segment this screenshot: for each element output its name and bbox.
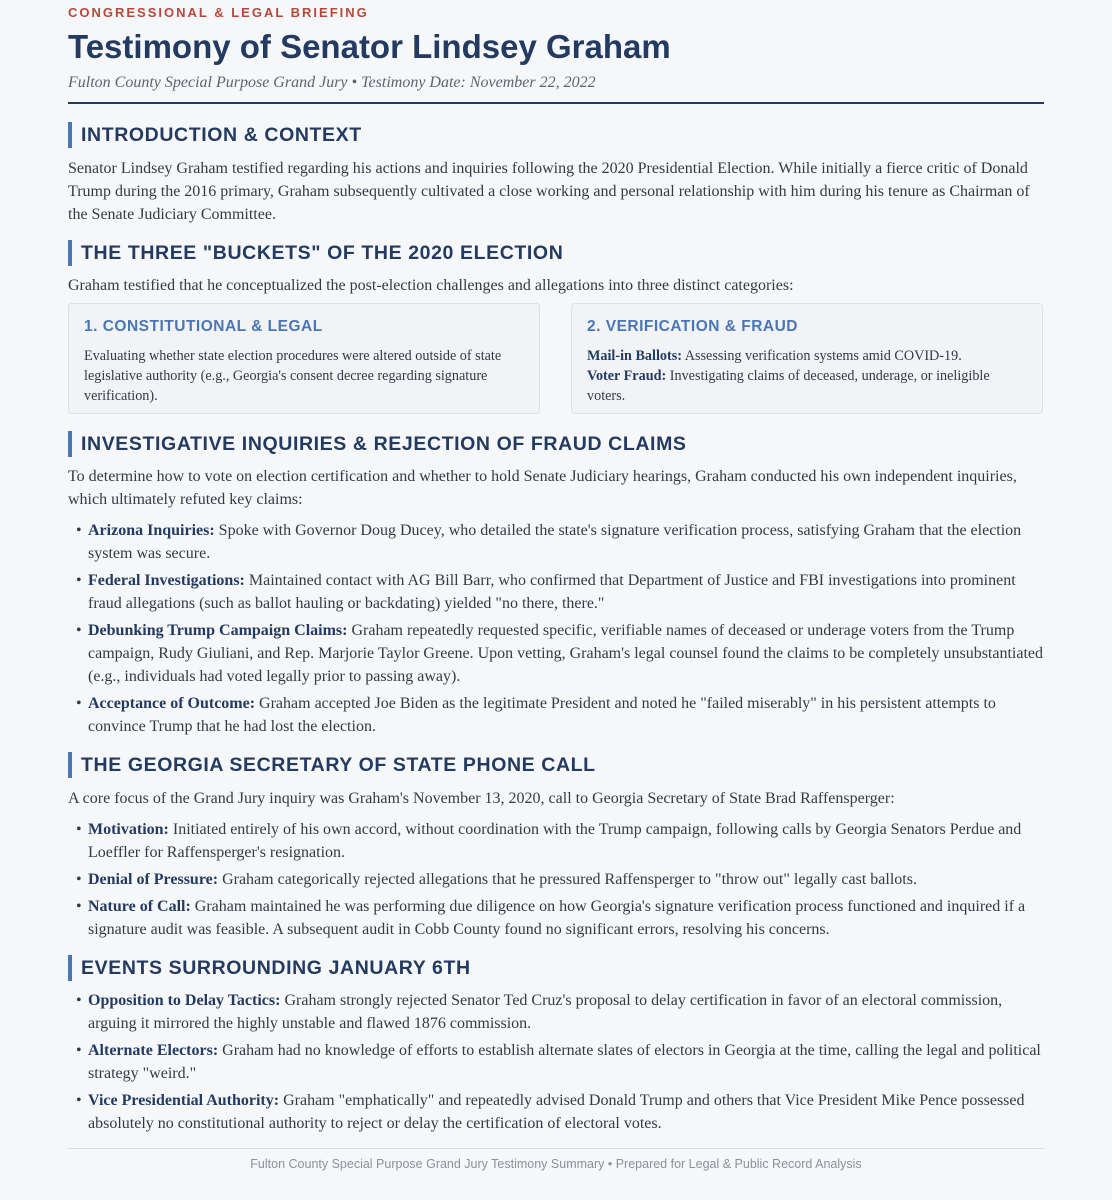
page-title: Testimony of Senator Lindsey Graham xyxy=(68,28,671,65)
section-heading-georgia: THE GEORGIA SECRETARY OF STATE PHONE CALL xyxy=(68,752,1057,778)
section-heading-intro: INTRODUCTION & CONTEXT xyxy=(68,122,1057,148)
item-text: Graham strongly rejected Senator Ted Cruz's proposal to delay certification in favor of an electoral commission, arguing it mirrored the highly unstable and flawed 1876 commission. xyxy=(88,992,1003,1032)
item-label: Opposition to Delay Tactics: xyxy=(88,992,281,1009)
item-label: Mail-in Ballots: xyxy=(587,348,682,364)
footer-text: Fulton County Special Purpose Grand Jury Testimony Summary • Prepared for Legal & Public Record Analysis xyxy=(250,1157,862,1171)
item-text: Graham accepted Joe Biden as the legitimate President and noted he "failed miserably" in his persistent attempts to convince Trump that he had lost the election. xyxy=(88,695,996,735)
item-label: Vice Presidential Authority: xyxy=(88,1092,280,1109)
item-text: Maintained contact with AG Bill Barr, who confirmed that Department of Justice and FBI investigations into prominent fraud allegations (such as ballot hauling or backdating) yielded "no there, there." xyxy=(88,572,1016,612)
jan6-list xyxy=(68,989,1044,1139)
item-text: Graham had no knowledge of efforts to establish alternate slates of electors in Georgia at the time, calling the legal and political strategy "weird." xyxy=(88,1042,1041,1082)
item-text: Investigating claims of deceased, underage, or ineligible voters. xyxy=(587,368,990,404)
buckets-paragraph: Graham testified that he conceptualized the post-election challenges and allegations into three distinct categories: xyxy=(68,277,794,294)
kicker-label: CONGRESSIONAL & LEGAL BRIEFING xyxy=(68,5,369,20)
item-text: Graham repeatedly requested specific, verifiable names of deceased or underage voters from the Trump campaign, Rudy Giuliani, and Rep. Marjorie Taylor Greene. Upon vetting, Graham's legal counsel found the claims to be completely unsubstantiated (e.g., individuals had voted legally prior to passing away). xyxy=(88,622,1043,685)
item-text: Graham maintained he was performing due diligence on how Georgia's signature verification process functioned and inquired if a signature audit was feasible. A subsequent audit in Cobb County found no significant errors, resolving his concerns. xyxy=(88,898,1026,938)
card-text xyxy=(587,346,1027,406)
list-item: • Denial of Pressure: Graham categorically rejected allegations that he pressured Raffensperger to "throw out" legally cast ballots. xyxy=(76,871,917,888)
card-title: 1. CONSTITUTIONAL & LEGAL xyxy=(84,318,323,335)
item-label: Motivation: xyxy=(88,821,169,838)
item-label: Voter Fraud: xyxy=(587,368,667,384)
card-item xyxy=(587,346,1027,366)
list-item: • Alternate Electors: Graham had no knowledge of efforts to establish alternate slates of electors in Georgia at the time, calling the legal and political strategy "weird." xyxy=(76,1042,1041,1082)
section-heading-jan6: EVENTS SURROUNDING JANUARY 6TH xyxy=(68,955,1057,981)
card-text: Evaluating whether state election procedures were altered outside of state legislative authority (e.g., Georgia's consent decree regarding signature verification). xyxy=(84,348,502,404)
inquiries-list xyxy=(68,519,1044,742)
card-title: 2. VERIFICATION & FRAUD xyxy=(587,318,798,335)
list-item: • Acceptance of Outcome: Graham accepted Joe Biden as the legitimate President and noted he "failed miserably" in his persistent attempts to convince Trump that he had lost the election. xyxy=(76,695,996,735)
page-subtitle: Fulton County Special Purpose Grand Jury • Testimony Date: November 22, 2022 xyxy=(68,74,596,91)
item-text: Graham "emphatically" and repeatedly advised Donald Trump and others that Vice President Mike Pence possessed absolutely no constitutional authority to reject or delay the certification of electoral votes. xyxy=(88,1092,1025,1132)
list-item: • Motivation: Initiated entirely of his own accord, without coordination with the Trump campaign, following calls by Georgia Senators Perdue and Loeffler for Raffensperger's resignation. xyxy=(76,821,1022,861)
item-text: Initiated entirely of his own accord, without coordination with the Trump campaign, following calls by Georgia Senators Perdue and Loeffler for Raffensperger's resignation. xyxy=(88,821,1022,861)
header-divider xyxy=(68,102,1044,104)
item-label: Acceptance of Outcome: xyxy=(88,695,256,712)
list-item: • Nature of Call: Graham maintained he was performing due diligence on how Georgia's signature verification process functioned and inquired if a signature audit was feasible. A subsequent audit in Cobb County found no significant errors, resolving his concerns. xyxy=(76,898,1026,938)
georgia-paragraph: A core focus of the Grand Jury inquiry was Graham's November 13, 2020, call to Georgia Secretary of State Brad Raffensperger: xyxy=(68,790,895,807)
list-item: • Opposition to Delay Tactics: Graham strongly rejected Senator Ted Cruz's proposal to delay certification in favor of an electoral commission, arguing it mirrored the highly unstable and flawed 1876 commission. xyxy=(76,992,1003,1032)
item-text: Spoke with Governor Doug Ducey, who detailed the state's signature verification process, satisfying Graham that the election system was secure. xyxy=(88,522,1022,562)
intro-paragraph: Senator Lindsey Graham testified regarding his actions and inquiries following the 2020 Presidential Election. While initially a fierce critic of Donald Trump during the 2016 primary, Graham subsequently cultivated a close working and personal relationship with him during his tenure as Chairman of the Senate Judiciary Committee. xyxy=(68,160,1030,223)
card-item xyxy=(587,366,1027,406)
item-label: Alternate Electors: xyxy=(88,1042,219,1059)
item-label: Denial of Pressure: xyxy=(88,871,219,888)
item-text: Assessing verification systems amid COVID-19. xyxy=(681,348,962,364)
list-item: • Federal Investigations: Maintained contact with AG Bill Barr, who confirmed that Department of Justice and FBI investigations into prominent fraud allegations (such as ballot hauling or backdating) yielded "no there, there." xyxy=(76,572,1016,612)
item-label: Nature of Call: xyxy=(88,898,191,915)
item-label: Debunking Trump Campaign Claims: xyxy=(88,622,348,639)
item-label: Federal Investigations: xyxy=(88,572,245,589)
item-label: Arizona Inquiries: xyxy=(88,522,215,539)
bucket-card-verification xyxy=(571,303,1043,414)
list-item: • Arizona Inquiries: Spoke with Governor Doug Ducey, who detailed the state's signature verification process, satisfying Graham that the election system was secure. xyxy=(76,522,1022,562)
list-item: • Vice Presidential Authority: Graham "emphatically" and repeatedly advised Donald Trump and others that Vice President Mike Pence possessed absolutely no constitutional authority to reject or delay the certification of electoral votes. xyxy=(76,1092,1025,1132)
section-heading-buckets: THE THREE "BUCKETS" OF THE 2020 ELECTION xyxy=(68,240,1057,266)
list-item: • Debunking Trump Campaign Claims: Graham repeatedly requested specific, verifiable names of deceased or underage voters from the Trump campaign, Rudy Giuliani, and Rep. Marjorie Taylor Greene. Upon vetting, Graham's legal counsel found the claims to be completely unsubstantiated (e.g., individuals had voted legally prior to passing away). xyxy=(76,622,1043,685)
section-heading-inquiries: INVESTIGATIVE INQUIRIES & REJECTION OF FRAUD CLAIMS xyxy=(68,431,1057,457)
item-text: Graham categorically rejected allegations that he pressured Raffensperger to "throw out" legally cast ballots. xyxy=(218,871,917,888)
footer-divider xyxy=(68,1148,1044,1149)
georgia-list xyxy=(68,818,1044,945)
bucket-card-constitutional xyxy=(68,303,540,414)
inquiries-paragraph: To determine how to vote on election certification and whether to hold Senate Judiciary hearings, Graham conducted his own independent inquiries, which ultimately refuted key claims: xyxy=(68,468,1017,508)
